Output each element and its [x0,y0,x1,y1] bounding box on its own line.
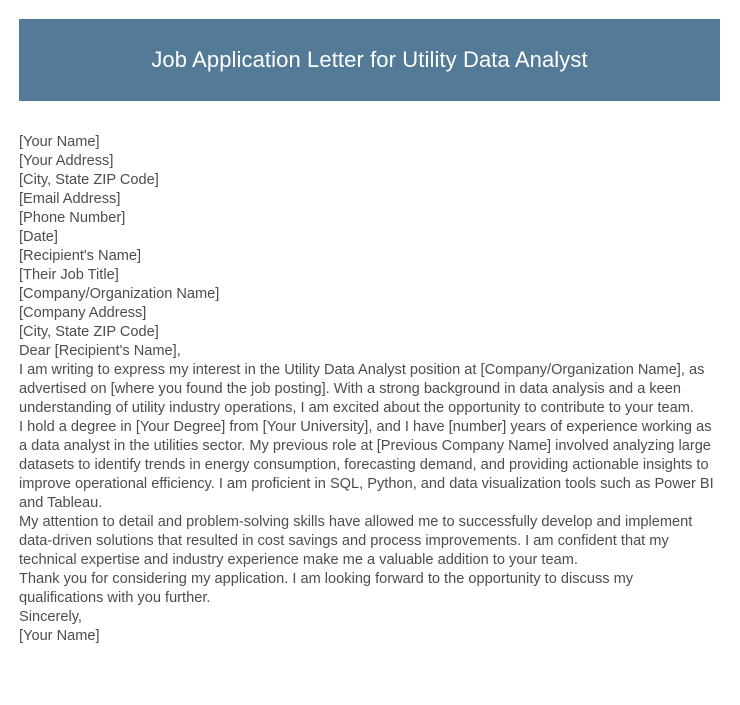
sender-line: [Your Address] [19,153,114,169]
letter-body [19,133,720,646]
sender-line: [Your Name] [19,134,100,150]
sender-line: [Email Address] [19,191,121,207]
sender-date-line: [Date] [19,229,58,245]
body-paragraph: I hold a degree in [Your Degree] from [Your University], and I have [number] years of experience working as a data analyst in the utilities sector. My previous role at [Previous Company Name] involved analyzing large datasets to identify trends in energy consumption, forecasting demand, and providing actionable insights to improve operational efficiency. I am proficient in SQL, Python, and data visualization tools such as Power BI and Tableau. [19,419,714,511]
salutation: Dear [Recipient's Name], [19,343,181,359]
closing: Sincerely, [19,609,82,625]
signature: [Your Name] [19,628,100,644]
body-paragraph: I am writing to express my interest in the Utility Data Analyst position at [Company/Organization Name], as advertised on [where you found the job posting]. With a strong background in data analysis and a keen understanding of utility industry operations, I am excited about the opportunity to contribute to your team. [19,362,705,416]
header-banner [19,19,720,101]
recipient-line: [Company Address] [19,305,147,321]
sender-address-block [19,133,720,247]
page-title: Job Application Letter for Utility Data Analyst [151,47,588,72]
recipient-line: [Recipient's Name] [19,248,142,264]
sender-line: [Phone Number] [19,210,126,226]
recipient-line: [City, State ZIP Code] [19,324,159,340]
body-paragraph: My attention to detail and problem-solving skills have allowed me to successfully develop and implement data-driven solutions that resulted in cost savings and process improvements. I am confident that my technical expertise and industry experience make me a valuable addition to your team. [19,514,693,568]
recipient-line: [Company/Organization Name] [19,286,220,302]
body-paragraph: Thank you for considering my application. I am looking forward to the opportunity to discuss my qualifications with you further. [19,571,634,606]
recipient-line: [Their Job Title] [19,267,119,283]
recipient-address-block [19,247,720,342]
sender-line: [City, State ZIP Code] [19,172,159,188]
